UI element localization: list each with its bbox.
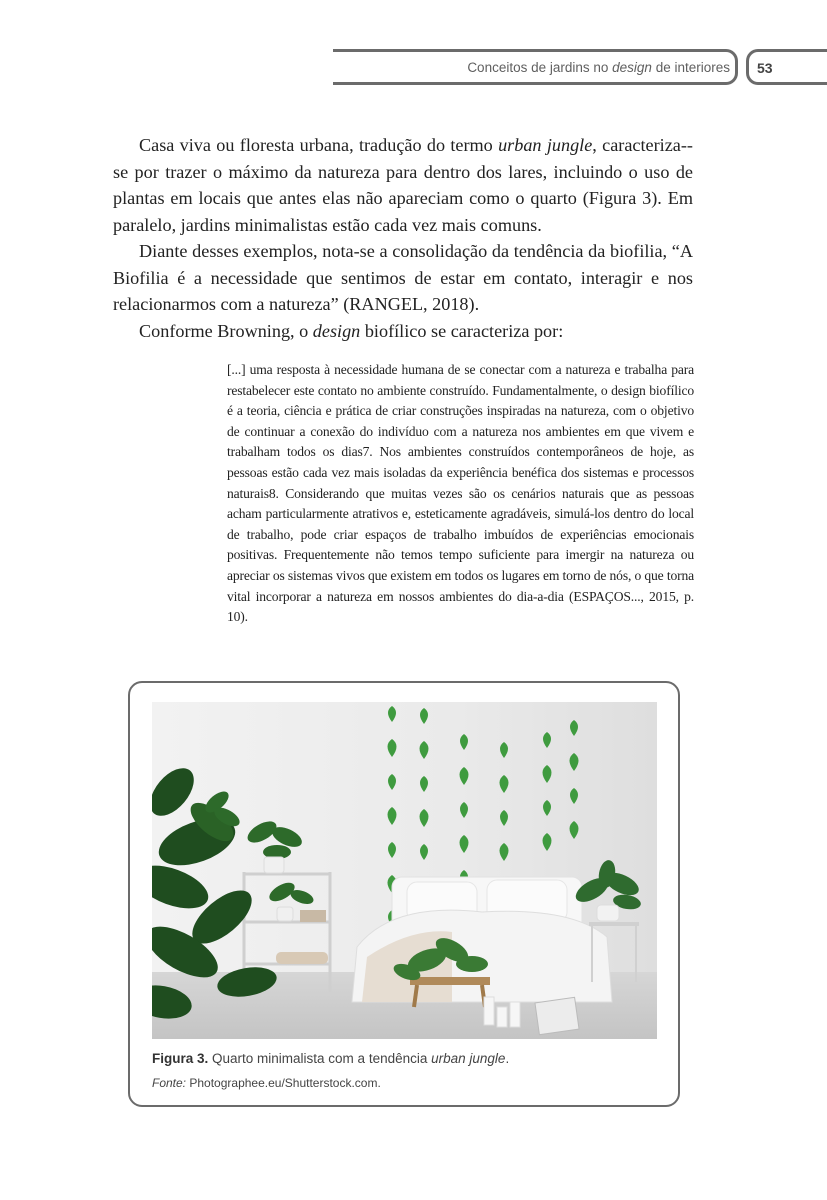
page-number: 53: [757, 60, 773, 76]
paragraph-biofilia: Diante desses exemplos, nota-se a consolidação da tendência da biofilia, “A Biofilia é a necessidade que sentimos de estar em contato, interagir e nos relacionarmos com a natureza” (RANGEL, 2018).: [113, 241, 693, 314]
magazine: [535, 997, 579, 1034]
knit-basket: [276, 952, 328, 964]
books: [300, 910, 326, 922]
bedroom-photo: [152, 702, 657, 1039]
body-text: [113, 132, 693, 344]
running-header: Conceitos de jardins no design de interiores: [467, 60, 730, 75]
block-quote: [...] uma resposta à necessidade humana de se conectar com a natureza e trabalha para restabelecer este contato no ambiente construído. Fundamentalmente, o design biofílico é a teoria, ciência e prática de criar construções inspiradas na natureza, com o objetivo de continuar a conexão do indivíduo com a natureza nos ambientes em que vivem e trabalham todos os dias7. Nos ambientes construídos contemporâneos de hoje, as pessoas estão cada vez mais isoladas da experiência benéfica dos sistemas e processos naturais8. Considerando que muitas vezes são os cenários naturais que as pessoas acham particularmente atrativos e, esteticamente agradáveis, simulá-los dentro do local de trabalho, pode criar espaços de trabalho imbuídos de experiências emocionais positivas. Frequentemente não temos tempo suficiente para imergir na natureza ou apreciar os sistemas vivos que existem em todos os lugares em torno de nós, o que torna vital incorporar a natureza em nossos ambientes do dia-a-dia (ESPAÇOS..., 2015, p. 10).: [227, 362, 694, 625]
paragraph-browning: Conforme Browning, o design biofílico se caracteriza por:: [139, 320, 564, 341]
figure-caption: Figura 3. Quarto minimalista com a tendência urban jungle.: [152, 1051, 510, 1066]
side-table: [589, 922, 639, 926]
paragraph-urban-jungle: Casa viva ou floresta urbana, tradução do termo urban jungle, caracteriza--se por trazer o máximo da natureza para dentro dos lares, incluindo o uso de plantas em locais que antes elas não apareciam como o quarto (Figura 3). Em paralelo, jardins minimalistas estão cada vez mais comuns.: [113, 135, 693, 235]
figure-source: Fonte: Photographee.eu/Shutterstock.com.: [152, 1076, 381, 1090]
